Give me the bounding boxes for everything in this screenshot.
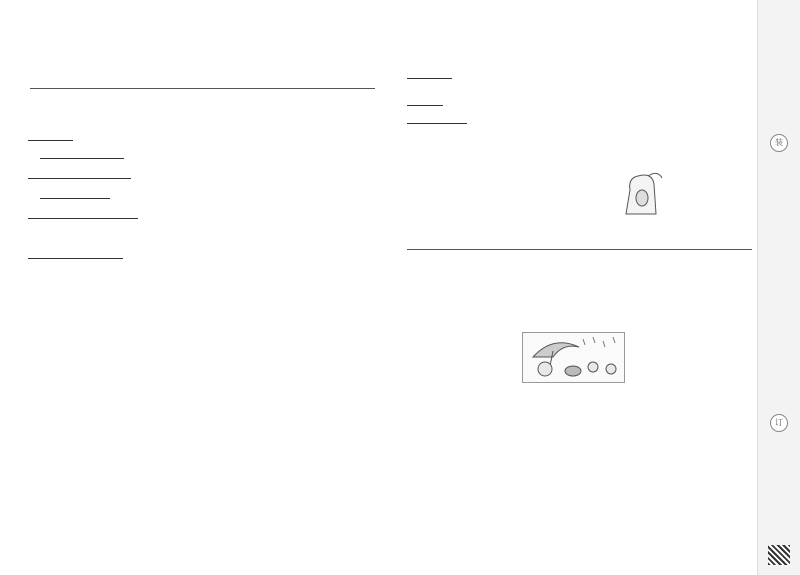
s9-q4	[28, 248, 123, 263]
s9-q1-cont	[40, 148, 124, 163]
s9-q2	[28, 168, 131, 183]
binding-hole: 订	[770, 414, 788, 432]
answer-line	[30, 88, 375, 89]
answer-line	[407, 249, 752, 250]
qr-code-icon	[768, 545, 790, 565]
binding-hole: 装	[770, 134, 788, 152]
sidebar-binding	[757, 0, 800, 575]
cont-text-2	[407, 68, 452, 82]
s9-q3	[28, 208, 138, 223]
r-q1	[407, 95, 443, 110]
r-q2	[407, 113, 467, 128]
s9-q2-cont	[40, 188, 110, 203]
s9-q1	[28, 130, 73, 145]
animals-umbrella-illustration	[522, 332, 625, 383]
tree-hollow-illustration	[618, 170, 664, 216]
